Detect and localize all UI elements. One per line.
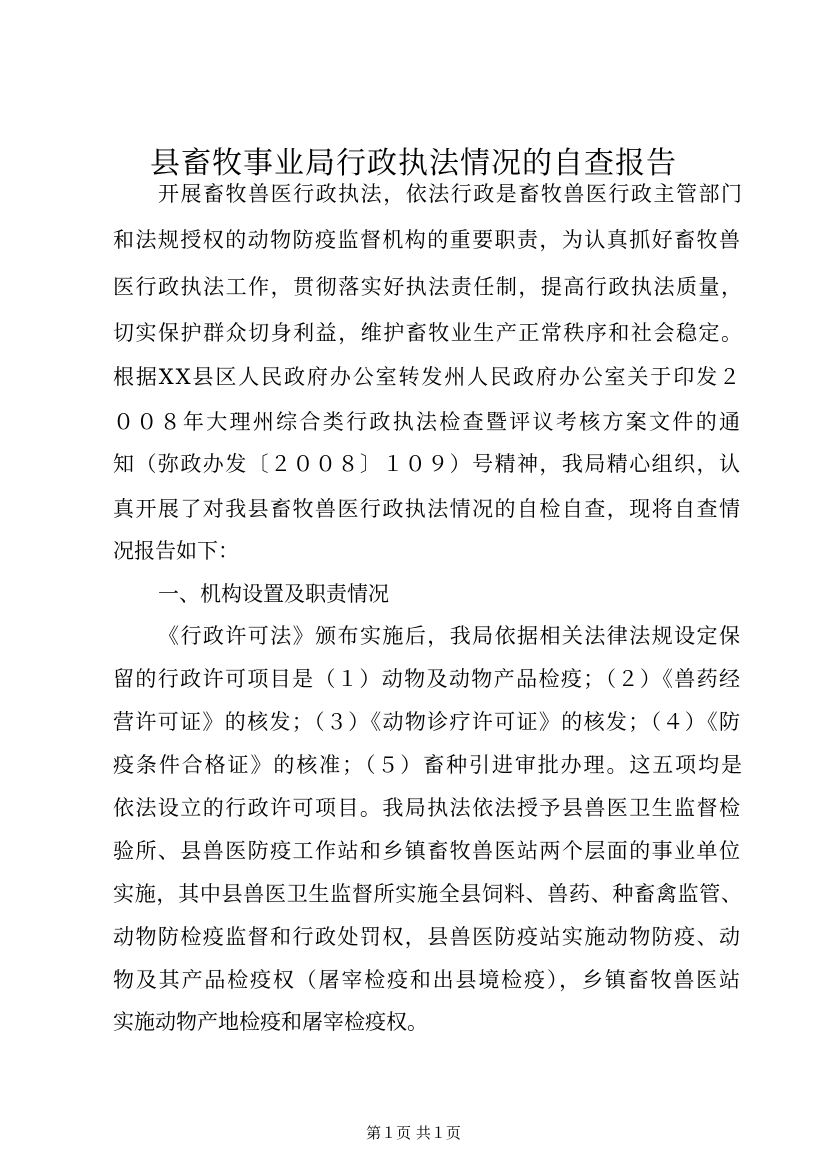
paragraph-line-text: 况报告如下： <box>113 539 239 563</box>
paragraph-line-text: 实施，其中县兽医卫生监督所实施全县饲料、兽药、种畜禽监管、 <box>113 882 743 906</box>
paragraph-line <box>0 831 827 871</box>
paragraph-line <box>0 616 827 656</box>
paragraph-line <box>0 917 827 957</box>
paragraph-line <box>0 1002 827 1042</box>
paragraph-line-text: ００８年大理州综合类行政执法检查暨评议考核方案文件的通 <box>113 410 743 434</box>
paragraph-line <box>0 402 827 442</box>
paragraph-line <box>0 444 827 484</box>
paragraph-line <box>0 574 827 614</box>
paragraph-line <box>0 174 827 214</box>
paragraph-line <box>0 960 827 1000</box>
paragraph-line-text: 《行政许可法》颁布实施后，我局依据相关法律法规设定保 <box>158 624 742 648</box>
paragraph-line-text: 切实保护群众切身利益，维护畜牧业生产正常秩序和社会稳定。 <box>113 321 744 345</box>
paragraph-line <box>0 267 827 307</box>
paragraph-line <box>0 313 827 353</box>
paragraph-line-text: 和法规授权的动物防疫监督机构的重要职责，为认真抓好畜牧兽 <box>113 228 742 252</box>
paragraph-line-text: 疫条件合格证》的核准；（５）畜种引进审批办理。这五项均是 <box>113 753 744 777</box>
paragraph-line-text: 实施动物产地检疫和屠宰检疫权。 <box>113 1010 428 1034</box>
page-footer: 第１页 共１页 <box>366 1124 461 1142</box>
paragraph-line <box>0 745 827 785</box>
paragraph-line-text: 开展畜牧兽医行政执法，依法行政是畜牧兽医行政主管部门 <box>158 182 744 206</box>
paragraph-line-text: 依法设立的行政许可项目。我局执法依法授予县兽医卫生监督检 <box>113 796 742 820</box>
paragraph-line <box>0 220 827 260</box>
paragraph-line-text: 真开展了对我县畜牧兽医行政执法情况的自检自查，现将自查情 <box>113 497 742 521</box>
paragraph-line-text: 知（弥政办发〔２００８〕１０９）号精神，我局精心组织，认 <box>113 452 742 476</box>
paragraph-line <box>0 788 827 828</box>
paragraph-line <box>0 874 827 914</box>
paragraph-line <box>0 531 827 571</box>
paragraph-line <box>0 357 827 397</box>
paragraph-line-text: 根据XX县区人民政府办公室转发州人民政府办公室关于印发２ <box>113 365 742 389</box>
paragraph-line-text: 物及其产品检疫权（屠宰检疫和出县境检疫），乡镇畜牧兽医站 <box>113 968 742 992</box>
paragraph-line-text: 一、机构设置及职责情况 <box>158 582 389 606</box>
paragraph-line-text: 医行政执法工作，贯彻落实好执法责任制，提高行政执法质量， <box>113 275 744 299</box>
paragraph-line <box>0 489 827 529</box>
paragraph-line-text: 动物防检疫监督和行政处罚权，县兽医防疫站实施动物防疫、动 <box>113 925 742 949</box>
document-title: 县畜牧事业局行政执法情况的自查报告 <box>150 146 677 181</box>
paragraph-line-text: 验所、县兽医防疫工作站和乡镇畜牧兽医站两个层面的事业单位 <box>113 839 742 863</box>
paragraph-line <box>0 702 827 742</box>
paragraph-line-text: 留的行政许可项目是（１）动物及动物产品检疫；（２）《兽药经 <box>113 667 742 691</box>
paragraph-line-text: 营许可证》的核发；（３）《动物诊疗许可证》的核发；（４）《防 <box>113 710 742 734</box>
paragraph-line <box>0 659 827 699</box>
